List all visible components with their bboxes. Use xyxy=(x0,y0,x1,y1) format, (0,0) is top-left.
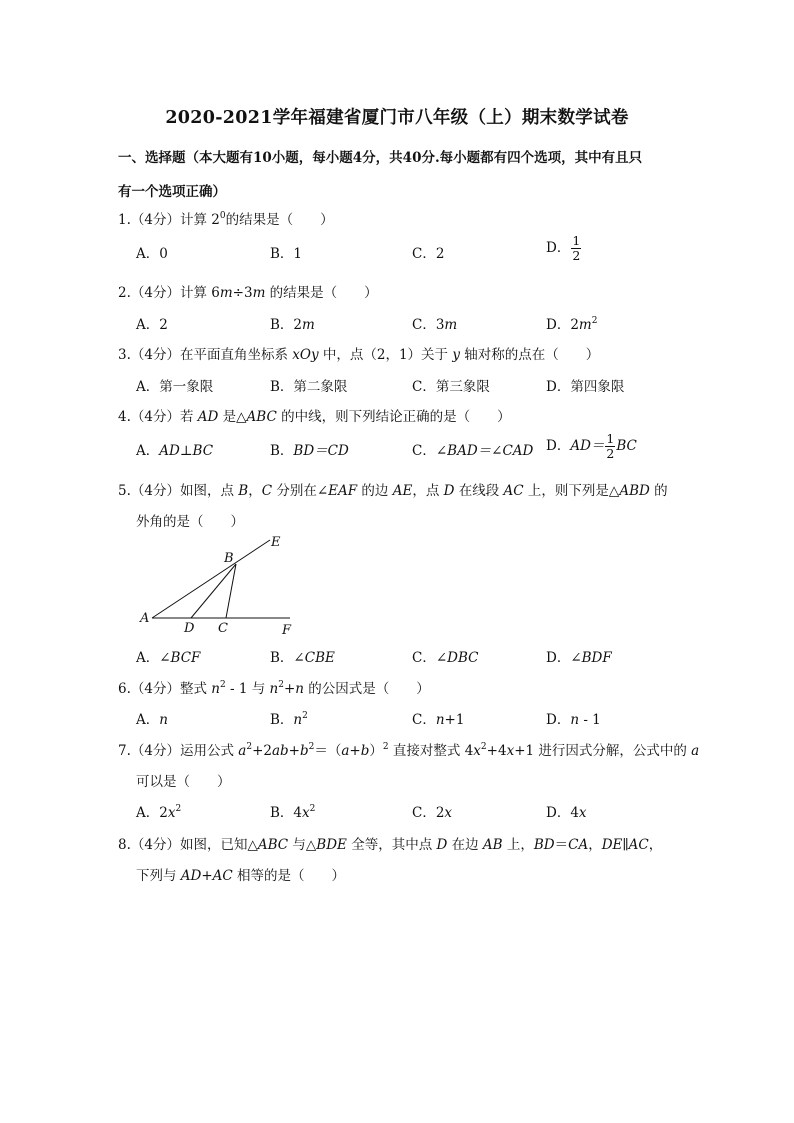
text-fragment: 0 xyxy=(219,211,226,221)
text-fragment: B． xyxy=(270,443,294,459)
text-fragment: +1 xyxy=(444,712,465,728)
text-fragment: ， xyxy=(248,483,262,499)
text-fragment: 直接对整式 4 xyxy=(388,743,474,759)
text-fragment: 2.（4分）计算 6 xyxy=(118,285,220,301)
text-fragment: 2 xyxy=(591,316,598,326)
text-fragment: 3.（4分）在平面直角坐标系 xyxy=(118,347,293,363)
text-fragment: 2 xyxy=(175,804,182,814)
text-fragment: D． xyxy=(546,240,571,256)
question-8 xyxy=(118,833,688,853)
section-heading-line1: 一、选择题（本大题有10小题，每小题4分，共40分.每小题都有四个选项，其中有且只 xyxy=(118,150,643,166)
text-fragment: C． xyxy=(412,650,436,666)
text-fragment: 2 xyxy=(572,248,581,263)
text-fragment: B．2 xyxy=(270,317,303,333)
text-fragment: x xyxy=(578,805,587,821)
q1-option-c: C．2 xyxy=(412,246,445,262)
q2-option-a: A．2 xyxy=(136,317,168,333)
text-fragment: CA xyxy=(568,837,589,853)
text-fragment: n xyxy=(295,681,304,697)
question-2 xyxy=(118,281,688,301)
q6-option-a xyxy=(136,708,168,728)
text-fragment: m xyxy=(219,285,233,301)
question-6 xyxy=(118,677,688,697)
text-fragment: xOy xyxy=(292,347,319,363)
text-fragment: + xyxy=(283,681,296,697)
text-fragment: a xyxy=(238,743,247,759)
q7-option-b xyxy=(270,801,315,821)
text-fragment: EAF xyxy=(328,483,358,499)
text-fragment: n xyxy=(211,681,220,697)
text-fragment: ∠BCF xyxy=(159,650,201,666)
section-heading xyxy=(118,146,678,200)
text-fragment: 2 xyxy=(309,804,316,814)
text-fragment: ＝ xyxy=(554,837,569,853)
question-3-options xyxy=(136,375,696,399)
text-fragment: BC xyxy=(616,438,637,454)
text-fragment: 的公因式是（ ） xyxy=(303,681,430,697)
text-fragment: 5.（4分）如图，点 xyxy=(118,483,239,499)
text-fragment: m xyxy=(252,285,266,301)
text-fragment: ＝（ xyxy=(314,743,342,759)
text-fragment: n xyxy=(570,712,580,728)
q3-option-a: A．第一象限 xyxy=(136,379,214,395)
text-fragment: a+b xyxy=(341,743,370,759)
text-fragment: ∠BDF xyxy=(570,650,612,666)
text-fragment: 相等的是（ ） xyxy=(232,868,346,884)
text-fragment: 2 xyxy=(246,742,253,752)
text-fragment: ， xyxy=(648,837,663,853)
q5-option-b xyxy=(270,646,335,666)
text-fragment: 1 xyxy=(572,233,581,248)
q1-option-b: B．1 xyxy=(270,246,303,262)
q4-option-a xyxy=(136,439,213,459)
text-fragment: ÷3 xyxy=(232,285,253,301)
text-fragment: D． xyxy=(546,712,571,728)
text-fragment: AC xyxy=(628,837,649,853)
text-fragment: D． xyxy=(546,650,571,666)
question-1 xyxy=(118,208,688,228)
label-e: E xyxy=(271,535,281,550)
question-7-line2: 可以是（ ） xyxy=(136,774,231,790)
text-fragment: ∠BAD＝∠CAD xyxy=(435,443,534,459)
text-fragment: 与△ xyxy=(288,837,317,853)
text-fragment: BD＝CD xyxy=(293,443,349,459)
text-fragment: D． xyxy=(546,438,571,454)
text-fragment: a xyxy=(691,743,700,759)
segment-bd xyxy=(191,564,236,618)
text-fragment: 中，点（2，1）关于 xyxy=(318,347,453,363)
ray-ae xyxy=(152,540,270,618)
text-fragment: 1 xyxy=(606,431,615,446)
q1-option-a: A．0 xyxy=(136,246,168,262)
text-fragment: 2 xyxy=(219,680,226,690)
text-fragment: 1.（4分）计算 2 xyxy=(118,212,220,228)
q3-option-c: C．第三象限 xyxy=(412,379,490,395)
text-fragment: +2 xyxy=(252,743,272,759)
question-6-options xyxy=(136,708,696,732)
text-fragment: AE xyxy=(392,483,413,499)
text-fragment: D．2 xyxy=(546,317,579,333)
text-fragment: 全等，其中点 xyxy=(346,837,437,853)
question-4-options xyxy=(136,431,696,463)
q7-option-c xyxy=(412,801,452,821)
text-fragment: m xyxy=(444,317,458,333)
page-title: 2020-2021学年福建省厦门市八年级（上）期末数学试卷 xyxy=(165,108,629,128)
text-fragment: ∠DBC xyxy=(435,650,479,666)
text-fragment: - 1 xyxy=(579,712,601,728)
text-fragment: 在边 xyxy=(447,837,483,853)
text-fragment: y xyxy=(452,347,460,363)
q3-option-b: B．第二象限 xyxy=(270,379,348,395)
question-4 xyxy=(118,405,688,425)
q4-option-c xyxy=(412,439,533,459)
label-f: F xyxy=(282,623,292,638)
q5-option-c xyxy=(412,646,478,666)
label-c: C xyxy=(218,621,228,636)
question-8-line2 xyxy=(136,864,706,884)
question-5 xyxy=(118,479,688,499)
text-fragment: b xyxy=(299,743,309,759)
text-fragment: AB xyxy=(482,837,503,853)
text-fragment: AD xyxy=(197,409,219,425)
section-heading-line2: 有一个选项正确） xyxy=(118,184,226,200)
question-1-options xyxy=(136,233,696,264)
text-fragment: 2 xyxy=(302,711,308,721)
text-fragment: 下列与 xyxy=(136,868,181,884)
question-5-line2: 外角的是（ ） xyxy=(136,514,244,530)
text-fragment: A． xyxy=(136,443,160,459)
text-fragment: A． xyxy=(136,712,160,728)
segment-bc xyxy=(226,564,236,618)
text-fragment: AC xyxy=(503,483,524,499)
text-fragment: B．4 xyxy=(270,805,303,821)
text-fragment: 6.（4分）整式 xyxy=(118,681,212,697)
question-5-options xyxy=(136,646,696,670)
q6-option-d xyxy=(546,708,601,728)
text-fragment: m xyxy=(578,317,592,333)
text-fragment: 是△ xyxy=(218,409,247,425)
text-fragment: 分别在∠ xyxy=(272,483,329,499)
text-fragment: ， xyxy=(588,837,602,853)
text-fragment: m xyxy=(302,317,315,333)
text-fragment: BDE xyxy=(316,837,347,853)
text-fragment: 4.（4分）若 xyxy=(118,409,198,425)
text-fragment: AD+AC xyxy=(180,868,233,884)
text-fragment: ab xyxy=(271,743,289,759)
text-fragment: 的结果是（ ） xyxy=(225,212,334,228)
text-fragment: 上，则下列是△ xyxy=(523,483,620,499)
question-2-options xyxy=(136,313,696,337)
text-fragment: 2 xyxy=(382,742,389,752)
text-fragment: 2 xyxy=(308,742,315,752)
text-fragment: ，点 xyxy=(412,483,444,499)
text-fragment: ABD xyxy=(619,483,650,499)
text-fragment: C． xyxy=(412,712,436,728)
text-fragment: x xyxy=(302,805,310,821)
q1-option-d xyxy=(546,234,582,263)
text-fragment: DE xyxy=(601,837,623,853)
text-fragment: 2 xyxy=(278,680,284,690)
text-fragment: C．3 xyxy=(412,317,445,333)
label-b: B xyxy=(224,551,234,566)
text-fragment: + xyxy=(288,743,300,759)
text-fragment: B． xyxy=(270,712,294,728)
fraction xyxy=(571,234,581,263)
label-a: A xyxy=(140,611,150,626)
q3-option-d: D．第四象限 xyxy=(546,379,625,395)
q6-option-b xyxy=(270,708,308,728)
text-fragment: 2 xyxy=(480,742,487,752)
q2-option-d xyxy=(546,313,597,333)
text-fragment: n xyxy=(293,712,303,728)
text-fragment: x xyxy=(506,743,515,759)
text-fragment: n xyxy=(159,712,168,728)
text-fragment: ABC xyxy=(257,837,289,853)
text-fragment: B xyxy=(238,483,249,499)
text-fragment: 7.（4分）运用公式 xyxy=(118,743,239,759)
text-fragment: B． xyxy=(270,650,294,666)
text-fragment: n xyxy=(435,712,445,728)
text-fragment: 上， xyxy=(502,837,534,853)
q6-option-c xyxy=(412,708,464,728)
q2-option-b xyxy=(270,313,315,333)
text-fragment: C． xyxy=(412,443,436,459)
text-fragment: ∠CBE xyxy=(293,650,335,666)
text-fragment: D xyxy=(436,837,448,853)
q5-option-a xyxy=(136,646,200,666)
q4-option-d xyxy=(546,432,637,461)
text-fragment: 的中线，则下列结论正确的是（ ） xyxy=(276,409,511,425)
text-fragment: ∥ xyxy=(622,837,629,853)
text-fragment: ABC xyxy=(246,409,277,425)
text-fragment: 在线段 xyxy=(454,483,504,499)
q4-option-b xyxy=(270,439,349,459)
q7-option-a xyxy=(136,801,181,821)
text-fragment: n xyxy=(269,681,279,697)
text-fragment: D．4 xyxy=(546,805,579,821)
text-fragment: - 1 与 xyxy=(225,681,270,697)
text-fragment: 的边 xyxy=(357,483,393,499)
question-7 xyxy=(118,739,700,759)
text-fragment: +1 进行因式分解，公式中的 xyxy=(514,743,692,759)
figure-q5 xyxy=(130,532,310,642)
text-fragment: 2 xyxy=(606,446,615,461)
label-d: D xyxy=(184,621,195,636)
q5-option-d xyxy=(546,646,612,666)
text-fragment: x xyxy=(167,805,176,821)
text-fragment: A．2 xyxy=(136,805,168,821)
q2-option-c xyxy=(412,313,457,333)
text-fragment: +4 xyxy=(486,743,507,759)
fraction xyxy=(605,432,615,461)
text-fragment: 8.（4分）如图，已知△ xyxy=(118,837,258,853)
text-fragment: x xyxy=(444,805,453,821)
q7-option-d xyxy=(546,801,587,821)
text-fragment: A． xyxy=(136,650,160,666)
text-fragment: C xyxy=(261,483,273,499)
text-fragment: x xyxy=(473,743,481,759)
text-fragment: BD xyxy=(533,837,555,853)
question-7-options xyxy=(136,801,696,825)
text-fragment: AD⊥BC xyxy=(159,443,214,459)
text-fragment: 轴对称的点在（ ） xyxy=(459,347,600,363)
text-fragment: ） xyxy=(369,743,383,759)
text-fragment: D xyxy=(443,483,455,499)
text-fragment: AD＝ xyxy=(570,438,605,454)
text-fragment: 的结果是（ ） xyxy=(265,285,378,301)
text-fragment: 的 xyxy=(649,483,668,499)
text-fragment: C．2 xyxy=(412,805,445,821)
question-3 xyxy=(118,343,688,363)
